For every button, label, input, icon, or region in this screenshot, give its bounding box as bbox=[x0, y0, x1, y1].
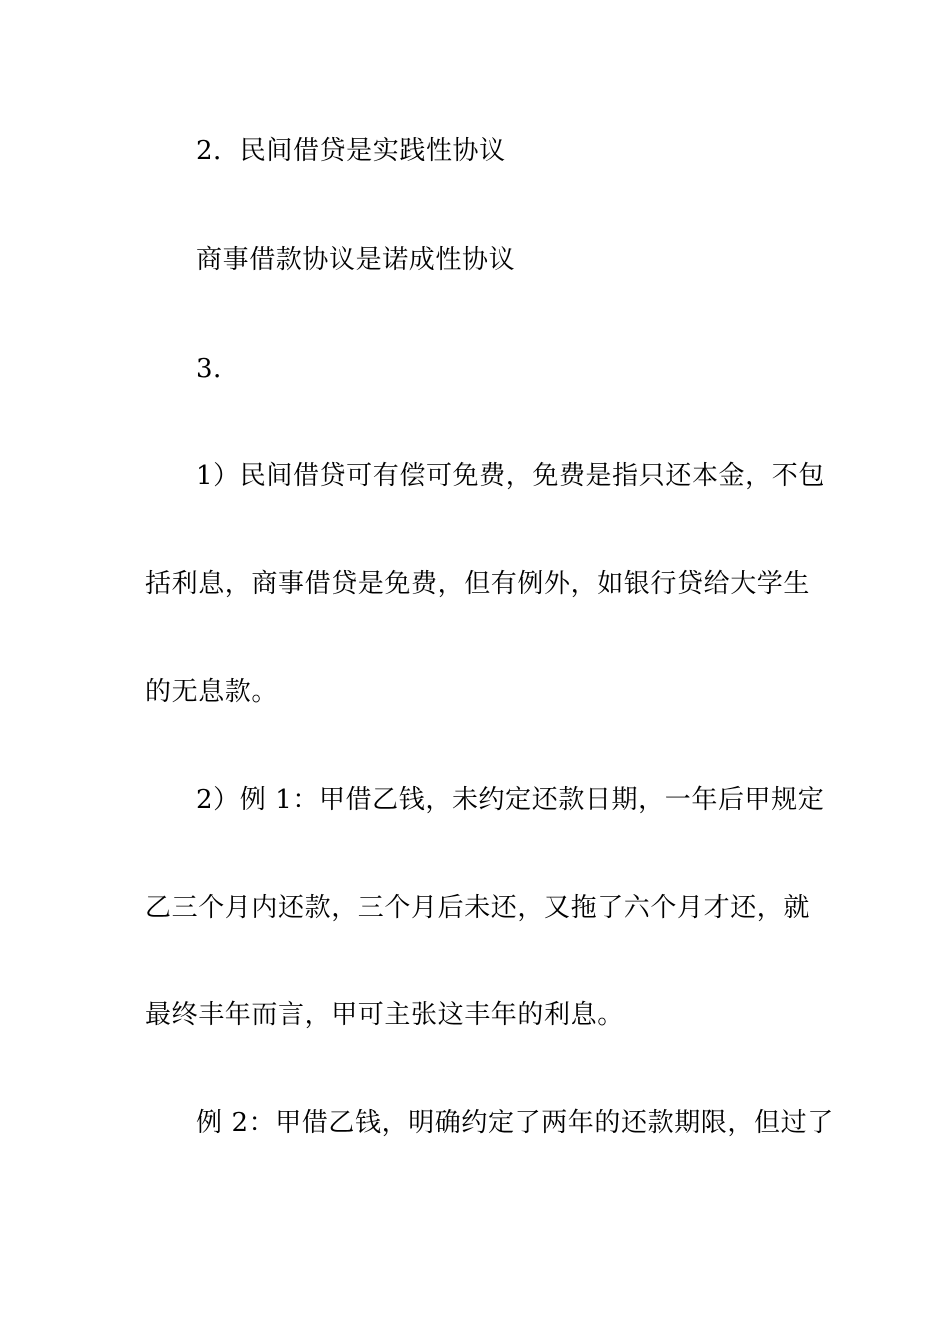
heading-2-practical-agreement: 2．民间借贷是实践性协议 bbox=[196, 136, 506, 166]
paragraph-line: 例 2：甲借乙钱，明确约定了两年的还款期限，但过了 bbox=[196, 1108, 834, 1138]
paragraph-line: 括利息，商事借贷是免费，但有例外，如银行贷给大学生 bbox=[145, 569, 811, 599]
paragraph-line: 的无息款。 bbox=[145, 677, 279, 707]
heading-3: 3． bbox=[196, 354, 240, 384]
paragraph-line: 2）例 1：甲借乙钱，未约定还款日期，一年后甲规定 bbox=[196, 785, 825, 815]
paragraph-commercial-loan: 商事借款协议是诺成性协议 bbox=[196, 245, 516, 275]
paragraph-line: 乙三个月内还款，三个月后未还，又拖了六个月才还，就 bbox=[145, 893, 811, 923]
paragraph-line: 1）民间借贷可有偿可免费，免费是指只还本金，不包 bbox=[196, 461, 825, 491]
paragraph-line: 最终丰年而言，甲可主张这丰年的利息。 bbox=[145, 1000, 624, 1030]
